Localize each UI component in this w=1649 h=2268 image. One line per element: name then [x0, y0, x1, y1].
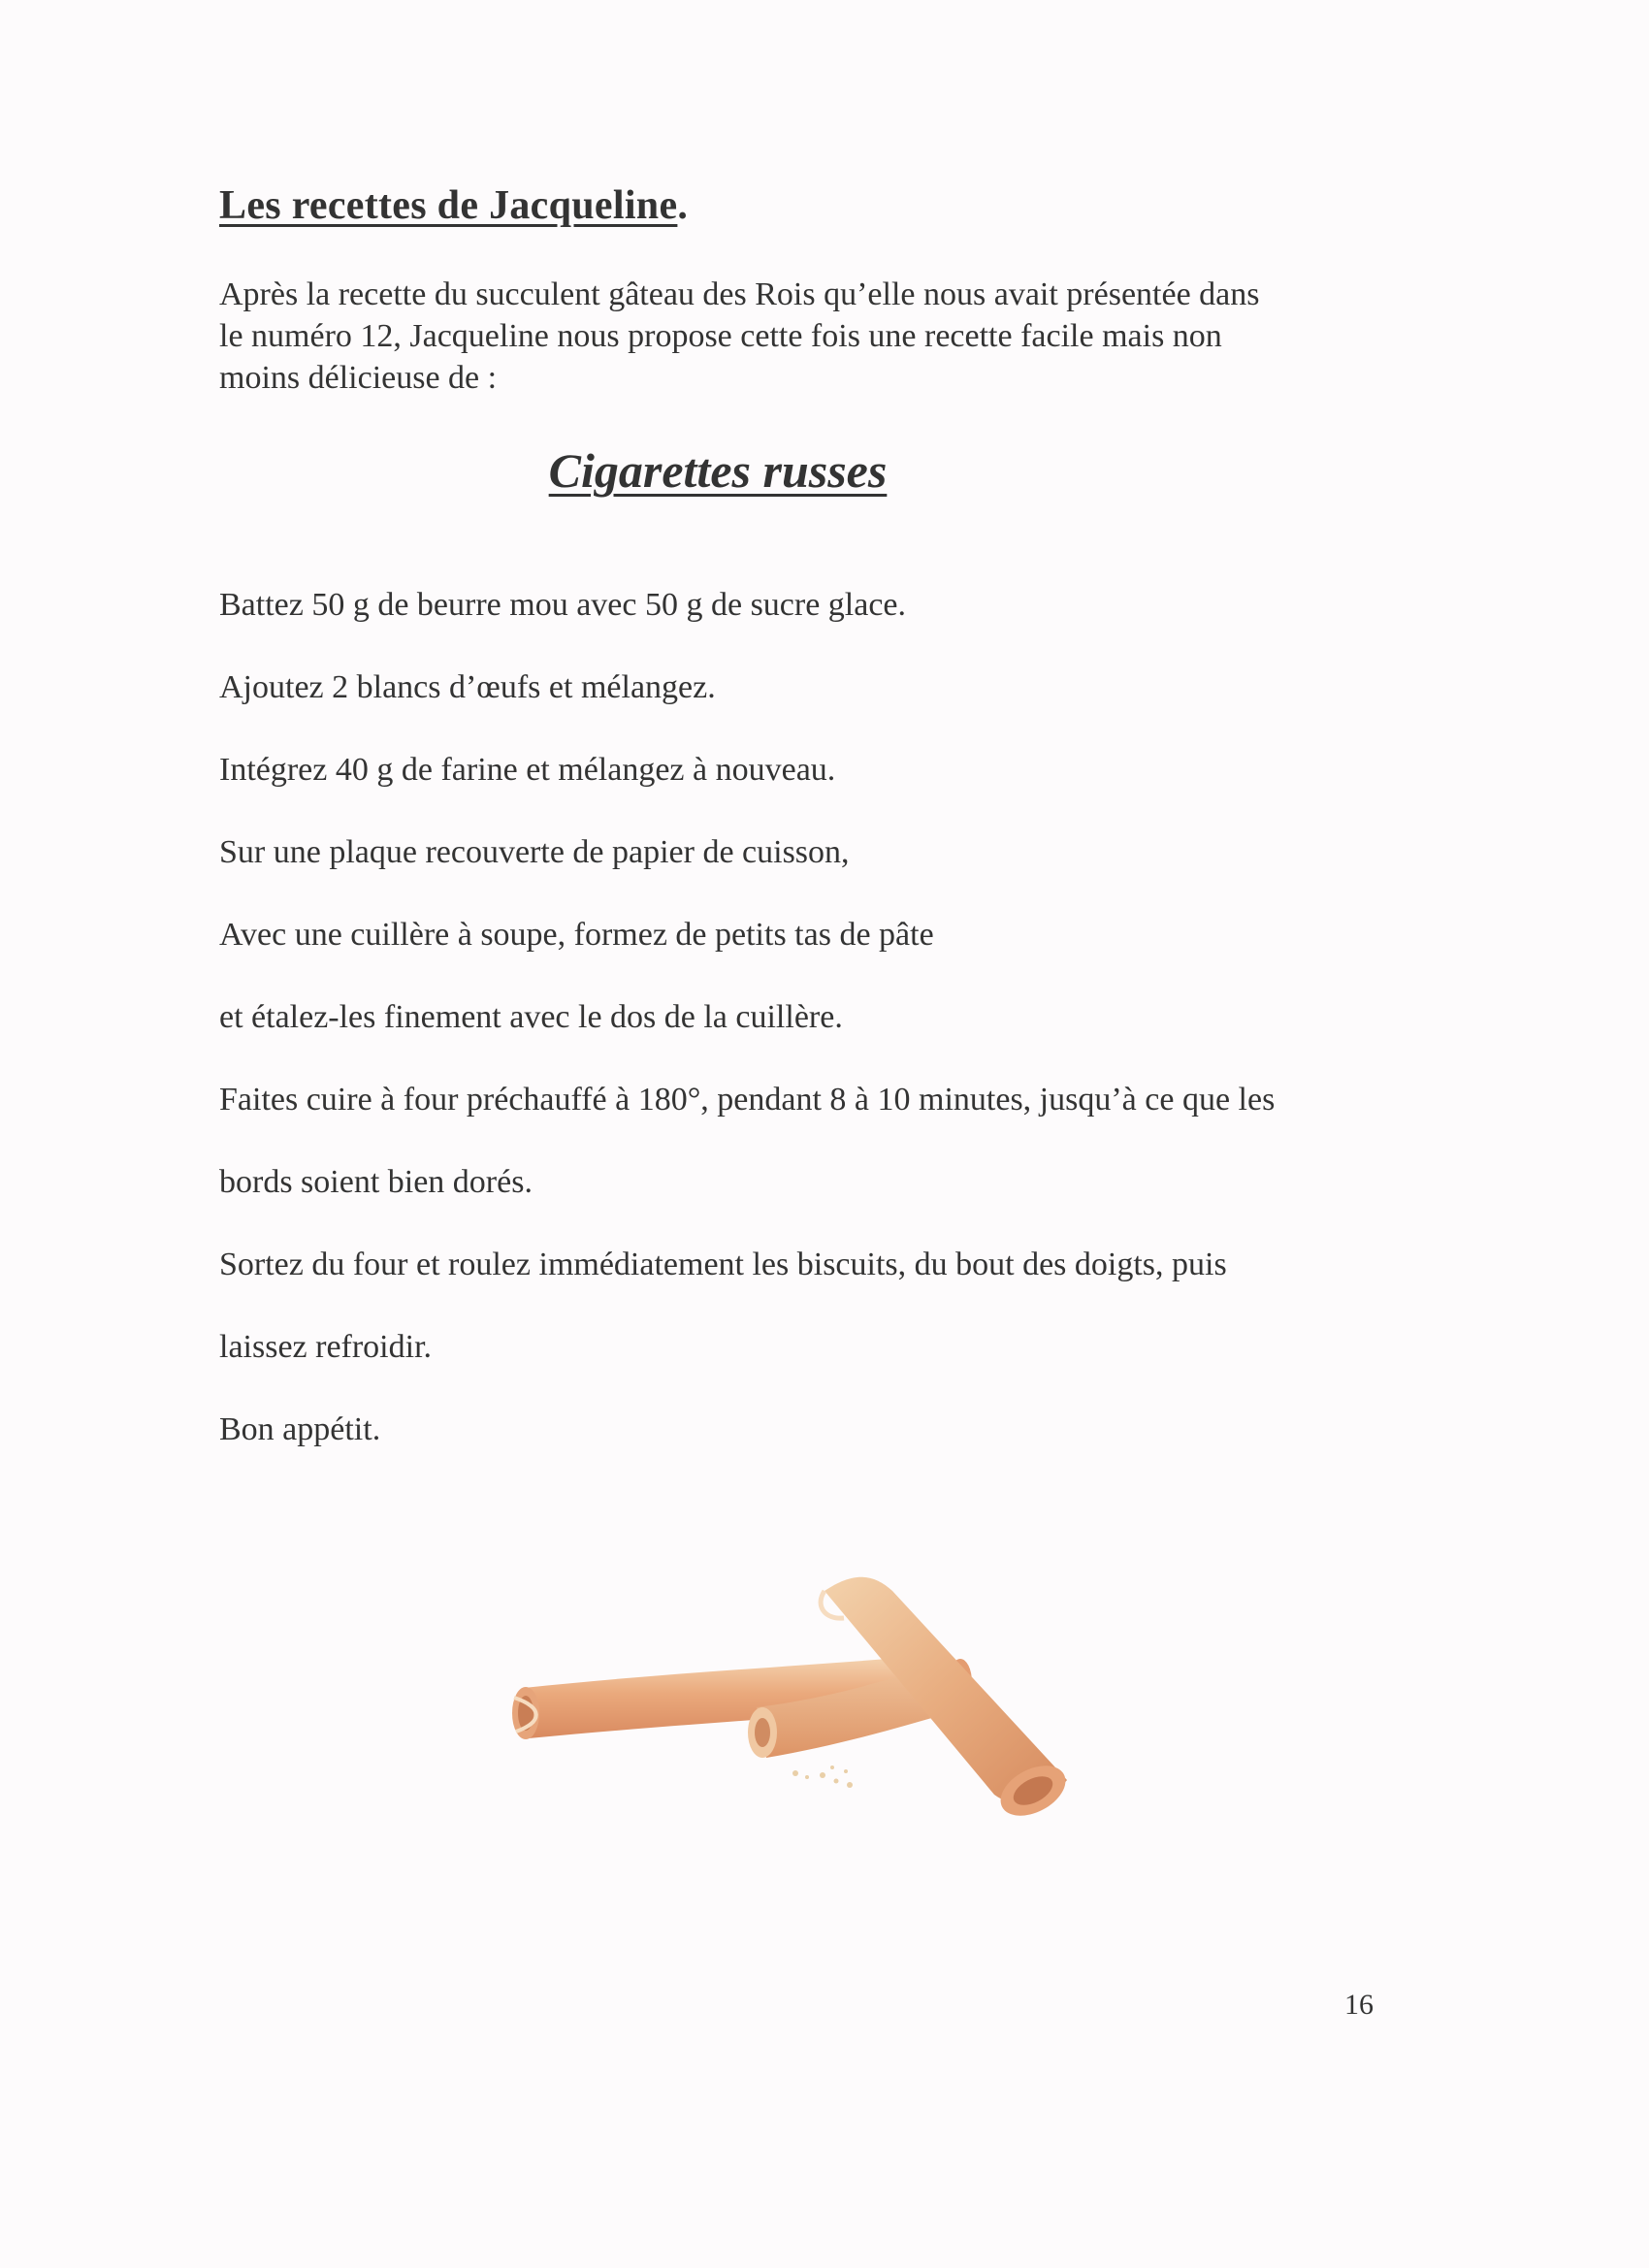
- page-title: [219, 182, 688, 229]
- intro-line: moins délicieuse de :: [219, 360, 498, 396]
- recipe-step: bords soient bien dorés.: [219, 1164, 533, 1200]
- recipe-step: Sur une plaque recouverte de papier de cuisson,: [219, 834, 850, 870]
- recipe-step: Faites cuire à four préchauffé à 180°, pendant 8 à 10 minutes, jusqu’à ce que les: [219, 1082, 1276, 1118]
- page-number: 16: [1344, 1989, 1374, 2021]
- recipe-step: Ajoutez 2 blancs d’œufs et mélangez.: [219, 669, 716, 705]
- page-title-text: Les recettes de Jacqueline: [219, 183, 678, 228]
- page-title-suffix: .: [677, 183, 689, 228]
- crumbs: [792, 1766, 853, 1788]
- recipe-step: laissez refroidir.: [219, 1329, 433, 1365]
- recipe-title-text: Cigarettes russes: [548, 443, 888, 498]
- intro-line: le numéro 12, Jacqueline nous propose cette fois une recette facile mais non: [219, 318, 1222, 354]
- recipe-step: Intégrez 40 g de farine et mélangez à nouveau.: [219, 752, 836, 788]
- biscuits-photo: [504, 1552, 1280, 1882]
- recipe-step: Bon appétit.: [219, 1411, 381, 1447]
- recipe-title: [0, 442, 1436, 499]
- recipe-step: Avec une cuillère à soupe, formez de petits tas de pâte: [219, 917, 934, 953]
- recipe-steps: [219, 578, 1432, 1485]
- intro-line: Après la recette du succulent gâteau des Rois qu’elle nous avait présentée dans: [219, 276, 1260, 312]
- intro-paragraph: [219, 274, 1383, 399]
- recipe-step: et étalez-les finement avec le dos de la cuillère.: [219, 999, 843, 1035]
- recipe-step: Sortez du four et roulez immédiatement les biscuits, du bout des doigts, puis: [219, 1247, 1227, 1282]
- recipe-step: Battez 50 g de beurre mou avec 50 g de sucre glace.: [219, 587, 907, 623]
